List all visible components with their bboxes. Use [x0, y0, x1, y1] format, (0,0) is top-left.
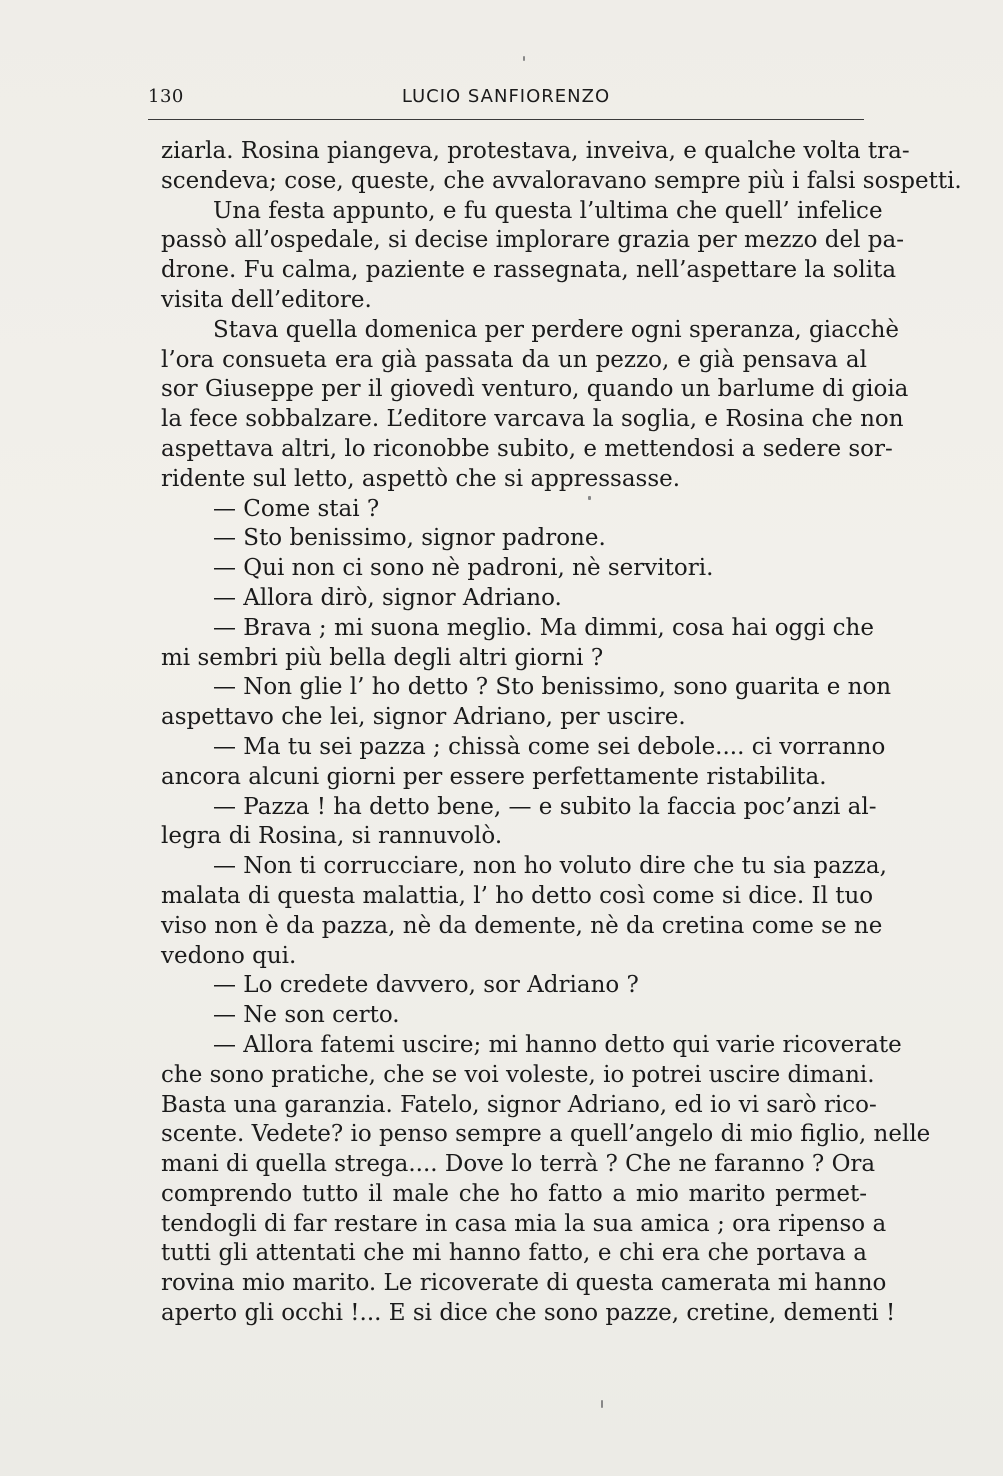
running-head: [148, 84, 864, 120]
text-line: legra di Rosina, si rannuvolò.: [161, 823, 503, 850]
text-line: sor Giuseppe per il giovedì venturo, quando un barlume di gioia: [161, 376, 909, 403]
text-line: malata di questa malattia, l’ ho detto così come si dice. Il tuo: [161, 882, 874, 909]
text-line: ancora alcuni giorni per essere perfettamente ristabilita.: [161, 763, 827, 790]
text-line: drone. Fu calma, paziente e rassegnata, nell’aspettare la solita: [161, 257, 897, 284]
text-line: l’ora consueta era già passata da un pezzo, e già pensava al: [161, 346, 867, 373]
text-line: la fece sobbalzare. L’editore varcava la soglia, e Rosina che non: [161, 406, 904, 433]
text-line: tendogli di far restare in casa mia la sua amica ; ora ripenso a: [161, 1210, 887, 1237]
text-line: scendeva; cose, queste, che avvaloravano sempre più i falsi sospetti.: [161, 167, 962, 194]
text-line: — Brava ; mi suona meglio. Ma dimmi, cosa hai oggi che: [213, 614, 874, 641]
text-line: — Come stai ?: [213, 495, 380, 522]
text-line: aspettavo che lei, signor Adriano, per uscire.: [161, 704, 686, 731]
print-speck: [601, 1400, 603, 1408]
running-title: LUCIO SANFIORENZO: [401, 86, 611, 107]
text-line: aspettava altri, lo riconobbe subito, e mettendosi a sedere sor-: [161, 435, 893, 462]
text-line: — Non ti corrucciare, non ho voluto dire che tu sia pazza,: [213, 853, 887, 880]
body-text: [161, 137, 962, 1329]
text-line: che sono pratiche, che se voi voleste, io potrei uscire dimani.: [161, 1061, 875, 1088]
text-line: passò all’ospedale, si decise implorare grazia per mezzo del pa-: [161, 227, 905, 254]
text-line: vedono qui.: [161, 942, 297, 969]
text-line: — Lo credete davvero, sor Adriano ?: [213, 972, 639, 999]
text-line: — Allora fatemi uscire; mi hanno detto qui varie ricoverate: [213, 1031, 902, 1058]
print-speck: [588, 496, 591, 500]
text-line: Una festa appunto, e fu questa l’ultima che quell’ infelice: [213, 197, 883, 224]
text-line: ziarla. Rosina piangeva, protestava, inveiva, e qualche volta tra-: [161, 138, 910, 164]
page-number: 130: [148, 86, 184, 107]
text-line: — Ne son certo.: [213, 1002, 400, 1029]
text-line: — Non glie l’ ho detto ? Sto benissimo, sono guarita e non: [213, 674, 892, 701]
text-line: Stava quella domenica per perdere ogni speranza, giacchè: [213, 316, 900, 343]
text-line: ridente sul letto, aspettò che si appressasse.: [161, 465, 681, 492]
text-line: — Sto benissimo, signor padrone.: [213, 525, 606, 552]
text-line: aperto gli occhi !... E si dice che sono pazze, cretine, dementi !: [161, 1300, 896, 1327]
text-line: scente. Vedete? io penso sempre a quell’angelo di mio figlio, nelle: [161, 1121, 931, 1148]
text-line: rovina mio marito. Le ricoverate di questa camerata mi hanno: [161, 1270, 887, 1297]
text-line: Basta una garanzia. Fatelo, signor Adriano, ed io vi sarò rico-: [161, 1091, 877, 1118]
text-line: mani di quella strega.... Dove lo terrà ? Che ne faranno ? Ora: [161, 1151, 876, 1178]
text-line: — Ma tu sei pazza ; chissà come sei debole.... ci vorranno: [213, 733, 886, 760]
text-line: — Qui non ci sono nè padroni, nè servitori.: [213, 555, 714, 582]
text-line: tutti gli attentati che mi hanno fatto, e chi era che portava a: [161, 1240, 867, 1267]
text-line: visita dell’editore.: [161, 286, 372, 313]
text-line: mi sembri più bella degli altri giorni ?: [161, 644, 604, 671]
text-line: viso non è da pazza, nè da demente, nè da cretina come se ne: [161, 912, 883, 939]
text-line: — Allora dirò, signor Adriano.: [213, 584, 562, 611]
print-speck: [523, 56, 525, 61]
text-line: comprendo tutto il male che ho fatto a mio marito permet-: [161, 1180, 867, 1207]
text-line: — Pazza ! ha detto bene, — e subito la faccia poc’anzi al-: [213, 793, 877, 820]
